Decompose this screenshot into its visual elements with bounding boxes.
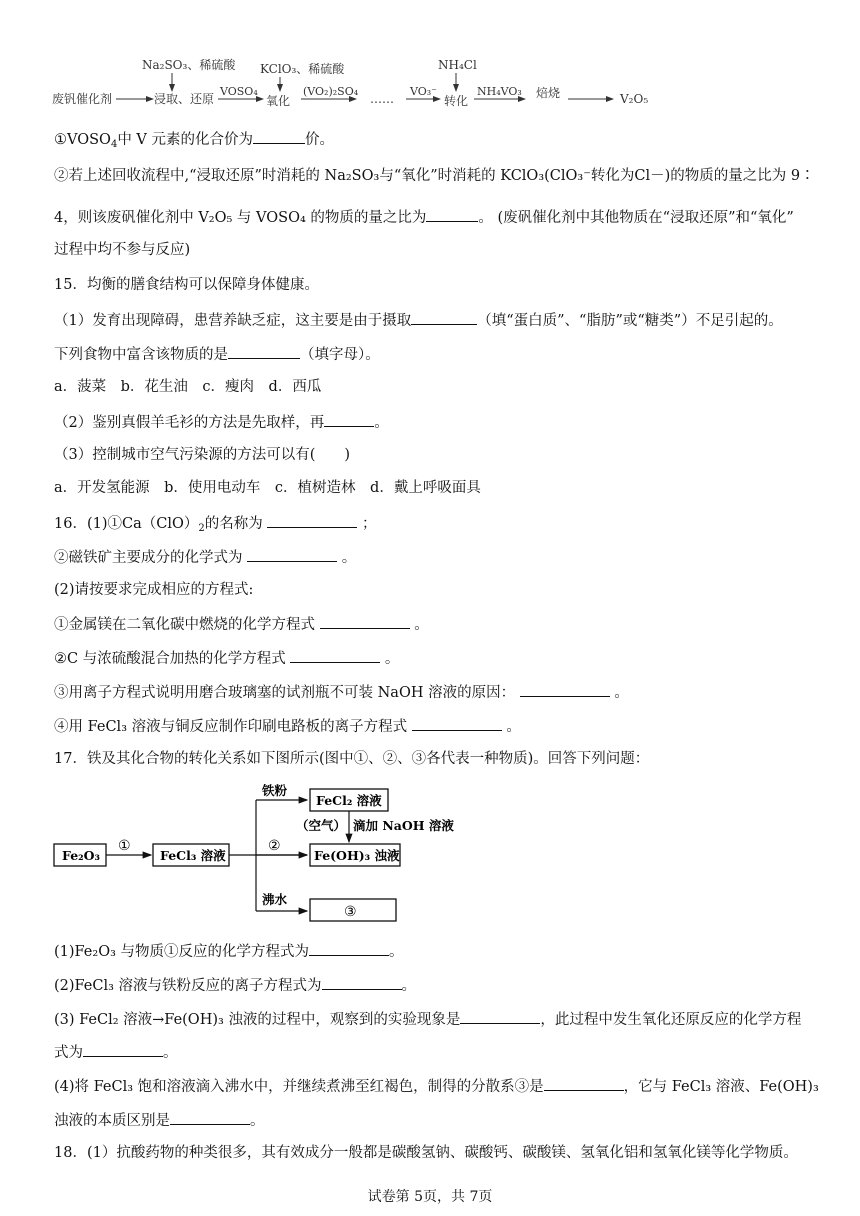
iron-conversion-diagram [50, 780, 470, 925]
answer-blank[interactable] [520, 681, 610, 697]
q15-options-1: a．菠菜 b．花生油 c．瘦肉 d．西瓜 [54, 379, 322, 395]
flow-reagent-2: KClO₃、稀硫酸 [260, 62, 345, 76]
q16-line5: ②C 与浓硫酸混合加热的化学方程式 。 [54, 647, 814, 669]
q16-line4: ①金属镁在二氧化碳中燃烧的化学方程式 。 [54, 613, 814, 635]
answer-blank[interactable] [460, 1008, 540, 1024]
q14-part1: $①VOSO_4$中 V 元素的化合价为 价。 [54, 128, 814, 155]
q17-part1: (1)Fe₂O₃ 与物质①反应的化学方程式为 。 [54, 940, 814, 962]
label-air: （空气） [296, 818, 347, 833]
q15-options-3: a．开发氢能源 b．使用电动车 c．植树造林 d．戴上呼吸面具 [54, 480, 481, 496]
box-fe2o3-label: Fe₂O₃ [62, 848, 100, 863]
flow-step-2: 氧化 [266, 94, 291, 108]
answer-blank[interactable] [170, 1109, 250, 1125]
answer-blank[interactable] [290, 647, 380, 663]
arrow-2-label: ② [268, 838, 281, 854]
flow-step-4: 焙烧 [536, 86, 561, 100]
flow-arrow-label-1: VOSO₄ [220, 85, 258, 98]
flow-arrow-label-2: (VO₂)₂SO₄ [303, 85, 359, 98]
q15-part1-b: 下列食物中富含该物质的是 （填字母）。 [54, 343, 814, 365]
label-naoh: 滴加 NaOH 溶液 [353, 818, 454, 833]
q15-part1: （1）发育出现障碍，患营养缺乏症，这主要是由于摄取 （填“蛋白质”、“脂肪”或“糖类”）不足引起的。 [54, 309, 814, 331]
q18-line1: 18．(1）抗酸药物的种类很多，其有效成分一般都是碳酸氢钠、碳酸钙、碳酸镁、氢氧化铝和氢氧化镁等化学物质。 [54, 1145, 798, 1161]
flow-step-1: 浸取、还原 [154, 92, 215, 106]
answer-blank[interactable] [324, 411, 374, 427]
q17-part4-b: 浊液的本质区别是 。 [54, 1109, 814, 1131]
answer-blank[interactable] [544, 1075, 624, 1091]
label-boil: 沸水 [262, 892, 288, 907]
q14-part2-line1: ②若上述回收流程中,“浸取还原”时消耗的 Na₂SO₃与“氧化”时消耗的 KClO₃(ClO₃⁻转化为Cl－)的物质的量之比为 9∶ [54, 168, 815, 184]
answer-blank[interactable] [267, 512, 357, 528]
box-fecl3-label: FeCl₃ 溶液 [160, 848, 226, 863]
q17-part4: (4)将 FeCl₃ 饱和溶液滴入沸水中，并继续煮沸至红褐色，制得的分散系③是 ，它与 FeCl₃ 溶液、Fe(OH)₃ [54, 1075, 814, 1097]
answer-blank[interactable] [320, 613, 410, 629]
page-footer: 试卷第 5页，共 7页 [367, 1189, 493, 1205]
q17-part2: (2)FeCl₃ 溶液与铁粉反应的离子方程式为 。 [54, 974, 814, 996]
q15-part3: （3）控制城市空气污染源的方法可以有( ) [54, 447, 351, 463]
q14-part2-line3: 过程中均不参与反应) [54, 242, 191, 258]
arrow-1-label: ① [118, 838, 131, 854]
answer-blank[interactable] [83, 1041, 163, 1057]
q16-line6: ③用离子方程式说明用磨合玻璃塞的试剂瓶不可装 NaOH 溶液的原因： 。 [54, 681, 814, 703]
answer-blank[interactable] [253, 128, 305, 144]
flow-reagent-3: NH₄Cl [438, 58, 477, 72]
answer-blank[interactable] [322, 974, 402, 990]
q15-title: 15．均衡的膳食结构可以保障身体健康。 [54, 277, 319, 293]
q16-line2: ②磁铁矿主要成分的化学式为 。 [54, 546, 814, 568]
q15-part2: （2）鉴别真假羊毛衫的方法是先取样，再 。 [54, 411, 814, 433]
answer-blank[interactable] [412, 715, 502, 731]
flow-arrow-label-4: NH₄VO₃ [477, 85, 522, 98]
q16-line7: ④用 FeCl₃ 溶液与铜反应制作印刷电路板的离子方程式 。 [54, 715, 814, 737]
flow-dots: …… [370, 92, 394, 106]
q17-part3: (3) FeCl₂ 溶液→Fe(OH)₃ 浊液的过程中，观察到的实验现象是 ，此过程中发生氧化还原反应的化学方程 [54, 1008, 814, 1030]
box-3-label: ③ [344, 904, 357, 920]
q17-title: 17．铁及其化合物的转化关系如下图所示(图中①、②、③各代表一种物质)。回答下列问题： [54, 751, 650, 767]
answer-blank[interactable] [228, 343, 300, 359]
q14-part2-line2: 4，则该废矾催化剂中 V₂O₅ 与 VOSO₄ 的物质的量之比为 。 (废矾催化剂中其他物质在“浸取还原”和“氧化” [54, 206, 814, 228]
answer-blank[interactable] [411, 309, 477, 325]
box-fecl2-label: FeCl₂ 溶液 [316, 793, 382, 808]
label-tiefen: 铁粉 [262, 783, 288, 798]
q16-line3: (2)请按要求完成相应的方程式: [54, 582, 254, 598]
box-feoh3-label: Fe(OH)₃ 浊液 [314, 848, 400, 863]
answer-blank[interactable] [426, 206, 478, 222]
flow-arrow-label-3: VO₃⁻ [410, 85, 437, 98]
flow-step-3: 转化 [444, 94, 469, 108]
flow-start: 废钒催化剂 [52, 92, 113, 106]
vanadium-recovery-flowchart [40, 55, 680, 115]
answer-blank[interactable] [247, 546, 337, 562]
q16-line1: 16．$(1)①Ca(ClO)_2$的名称为 ； [54, 512, 814, 539]
answer-blank[interactable] [309, 940, 389, 956]
q17-part3-b: 式为 。 [54, 1041, 814, 1063]
flow-reagent-1: Na₂SO₃、稀硫酸 [142, 58, 236, 72]
flow-product: V₂O₅ [620, 92, 649, 106]
